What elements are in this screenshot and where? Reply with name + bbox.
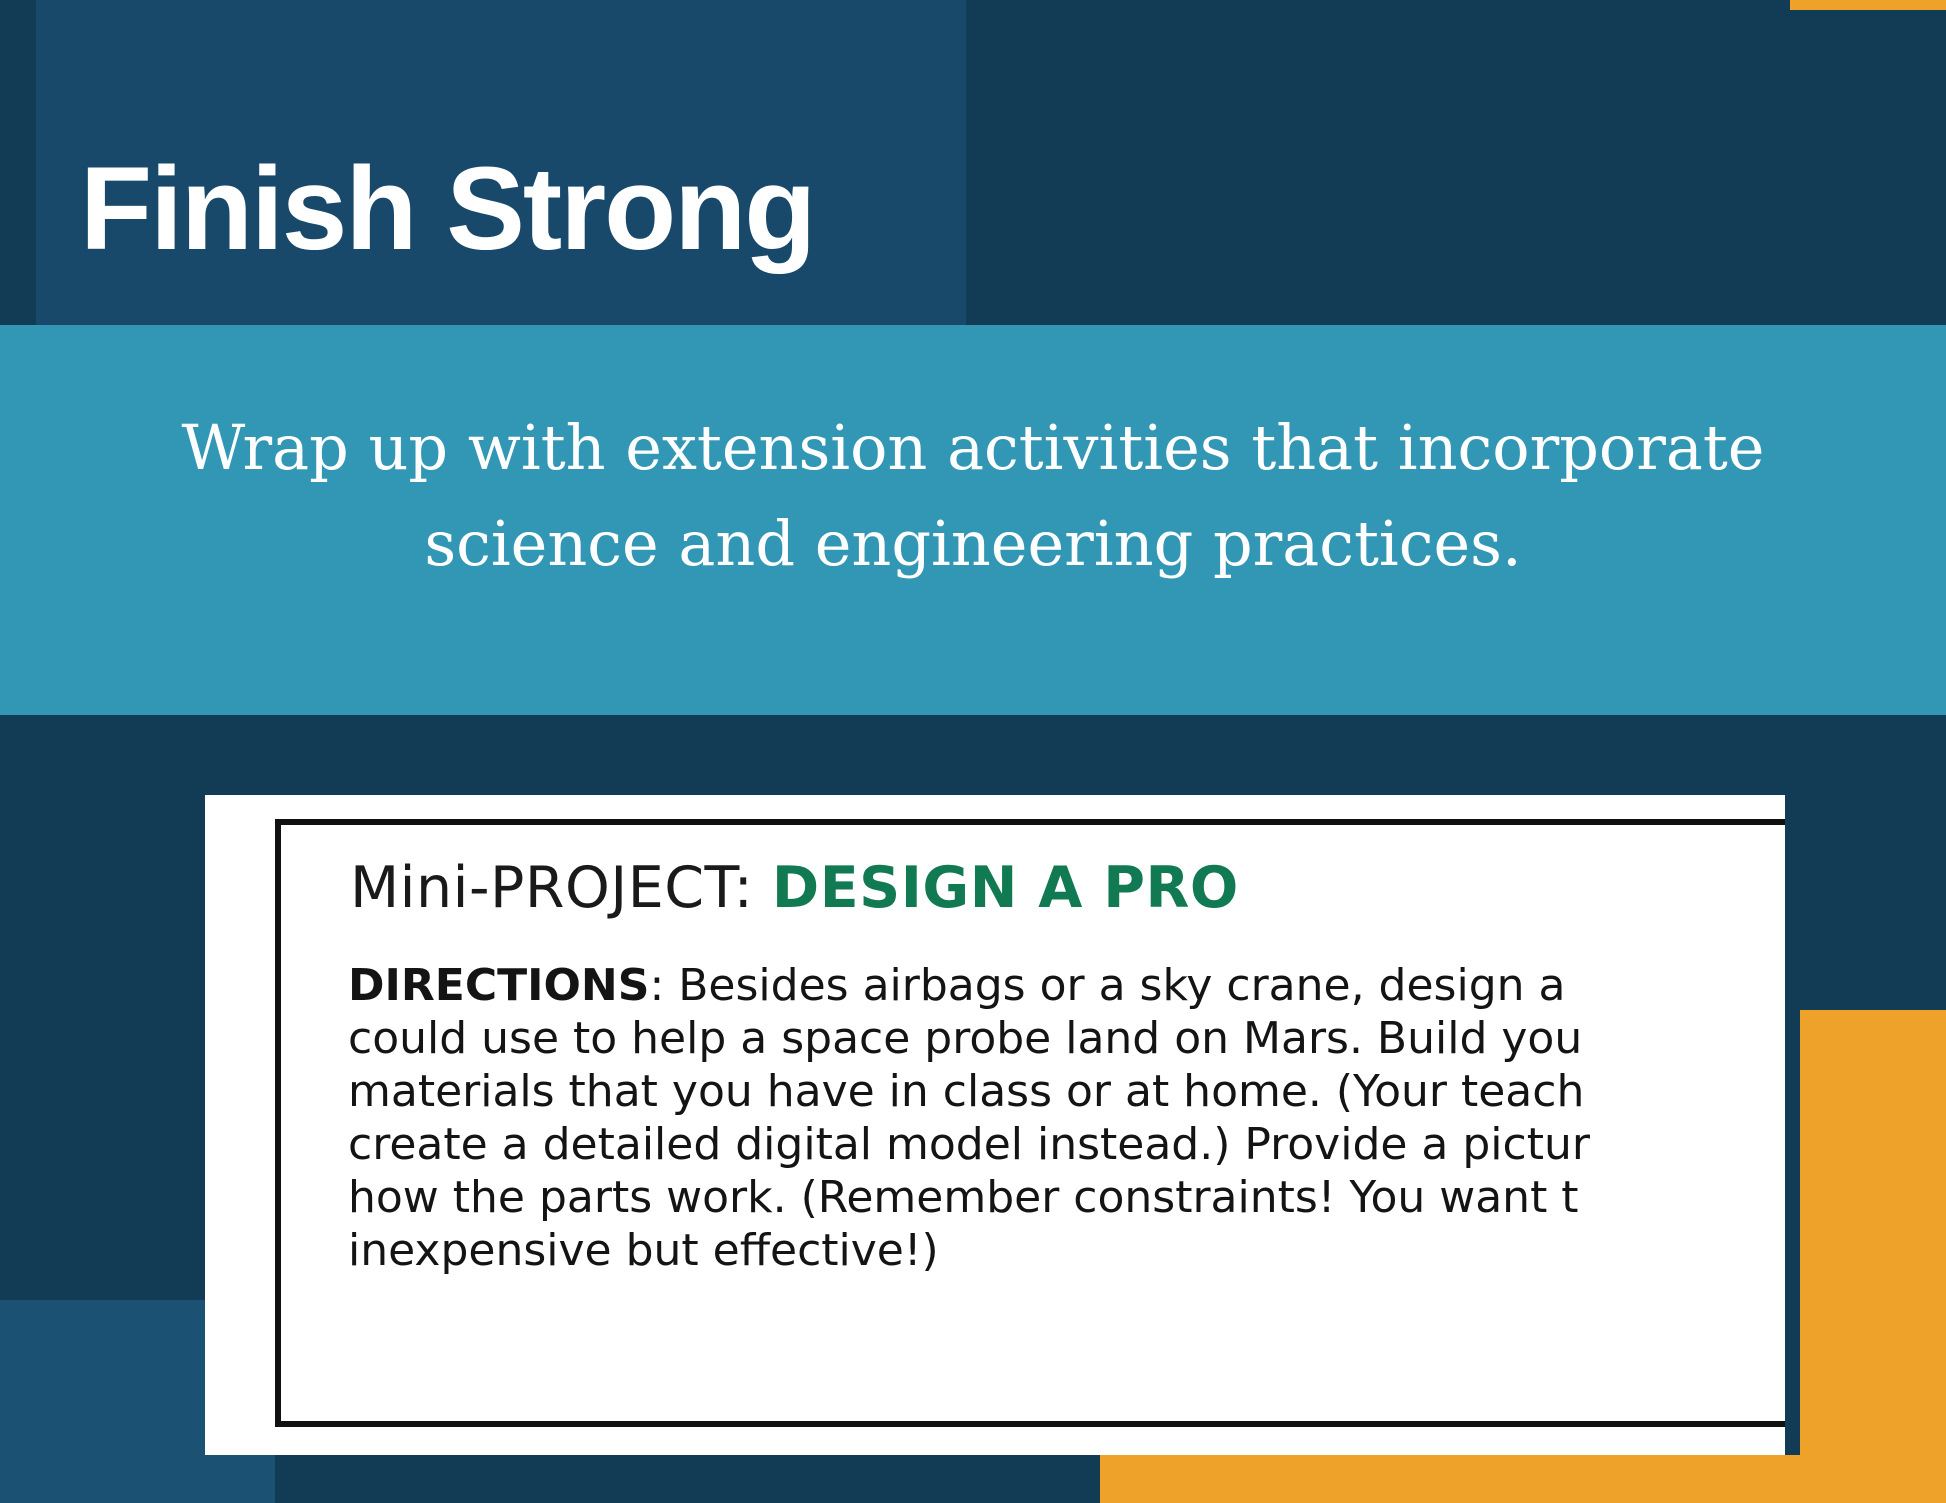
worksheet-directions-line bbox=[348, 960, 1785, 1013]
background-orange-bottom-accent bbox=[1100, 1455, 1946, 1503]
worksheet-directions-line: create a detailed digital model instead.) Provide a pictur bbox=[348, 1119, 1590, 1170]
worksheet-directions-text: : Besides airbags or a sky crane, design a bbox=[649, 960, 1566, 1011]
background-navy-bottom-strip bbox=[275, 1455, 1100, 1503]
worksheet-directions bbox=[348, 960, 1785, 1278]
worksheet-directions-line: materials that you have in class or at home. (Your teach bbox=[348, 1066, 1585, 1117]
worksheet-image-card bbox=[205, 795, 1785, 1455]
worksheet-directions-line: inexpensive but effective!) bbox=[348, 1225, 939, 1276]
worksheet-heading bbox=[350, 855, 1239, 921]
worksheet-directions-line: could use to help a space probe land on Mars. Build you bbox=[348, 1013, 1583, 1064]
background-orange-right-accent bbox=[1800, 1010, 1946, 1503]
worksheet-directions-line: how the parts work. (Remember constraints! You want t bbox=[348, 1172, 1579, 1223]
worksheet-heading-label: Mini-PROJECT: bbox=[350, 855, 772, 921]
page-subtitle: Wrap up with extension activities that incorporate science and engineering practices. bbox=[181, 411, 1765, 581]
page-title: Finish Strong bbox=[80, 143, 815, 275]
worksheet-heading-highlight: DESIGN A PRO bbox=[771, 855, 1239, 921]
background-orange-top-accent bbox=[1790, 0, 1946, 10]
worksheet-directions-label: DIRECTIONS bbox=[348, 960, 650, 1011]
